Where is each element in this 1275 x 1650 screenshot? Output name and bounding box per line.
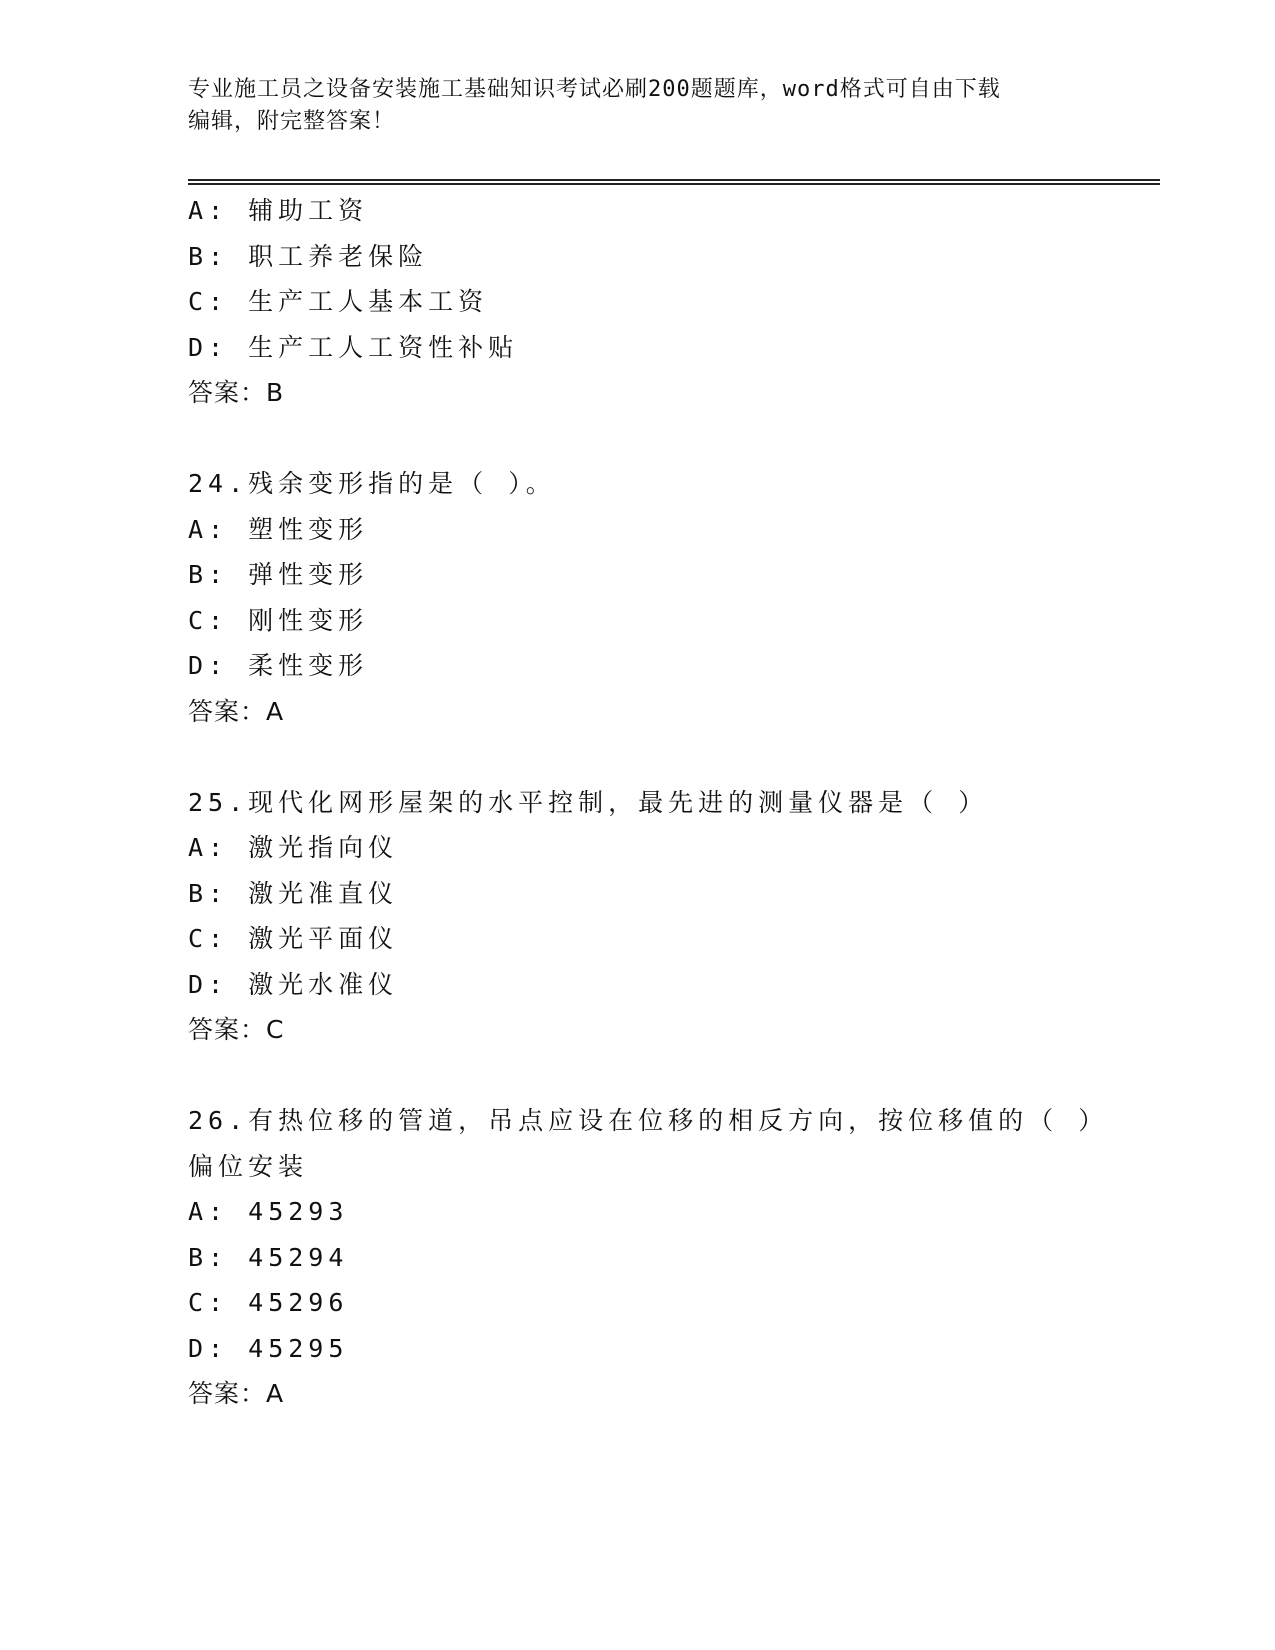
question-list bbox=[188, 188, 1148, 1417]
option-a: A: 辅助工资 bbox=[188, 196, 369, 225]
question-24-block bbox=[188, 461, 1148, 734]
header-title-line-2: 编辑，附完整答案！ bbox=[188, 109, 396, 134]
question-26-block bbox=[188, 1098, 1148, 1417]
option-b: B: 弹性变形 bbox=[188, 560, 369, 589]
option-d: D: 生产工人工资性补贴 bbox=[188, 332, 519, 362]
spacer bbox=[188, 734, 1148, 780]
answer-text: 答案：C bbox=[188, 1015, 285, 1044]
spacer bbox=[188, 1053, 1148, 1099]
question-text: 24.残余变形指的是（ ）。 bbox=[188, 469, 556, 498]
option-d: D: 45295 bbox=[188, 1333, 349, 1363]
option-a: A: 激光指向仪 bbox=[188, 833, 399, 862]
answer-text: 答案：B bbox=[188, 378, 285, 407]
header-divider-bottom bbox=[188, 183, 1160, 185]
document-header bbox=[188, 74, 1088, 138]
question-25-block bbox=[188, 780, 1148, 1053]
option-c: C: 生产工人基本工资 bbox=[188, 287, 489, 316]
option-a: A: 45293 bbox=[188, 1197, 349, 1226]
question-23-block bbox=[188, 188, 1148, 416]
header-divider-top bbox=[188, 179, 1160, 181]
option-c: C: 45296 bbox=[188, 1288, 349, 1317]
option-c: C: 刚性变形 bbox=[188, 605, 369, 635]
answer-text: 答案：A bbox=[188, 1379, 285, 1408]
spacer bbox=[188, 416, 1148, 462]
answer-text: 答案：A bbox=[188, 696, 285, 726]
option-c: C: 激光平面仪 bbox=[188, 924, 399, 953]
question-text: 25.现代化网形屋架的水平控制，最先进的测量仪器是（ ） bbox=[188, 787, 989, 817]
question-text-line-1: 26.有热位移的管道，吊点应设在位移的相反方向，按位移值的（ ） bbox=[188, 1106, 1109, 1135]
option-d: D: 激光水准仪 bbox=[188, 969, 399, 999]
option-a: A: 塑性变形 bbox=[188, 514, 369, 544]
option-d: D: 柔性变形 bbox=[188, 651, 369, 680]
option-b: B: 职工养老保险 bbox=[188, 241, 429, 271]
question-text-line-2: 偏位安装 bbox=[188, 1151, 309, 1181]
header-title-line-1: 专业施工员之设备安装施工基础知识考试必刷200题题库，word格式可自由下载 bbox=[188, 77, 1001, 102]
option-b: B: 45294 bbox=[188, 1242, 349, 1272]
option-b: B: 激光准直仪 bbox=[188, 878, 399, 908]
